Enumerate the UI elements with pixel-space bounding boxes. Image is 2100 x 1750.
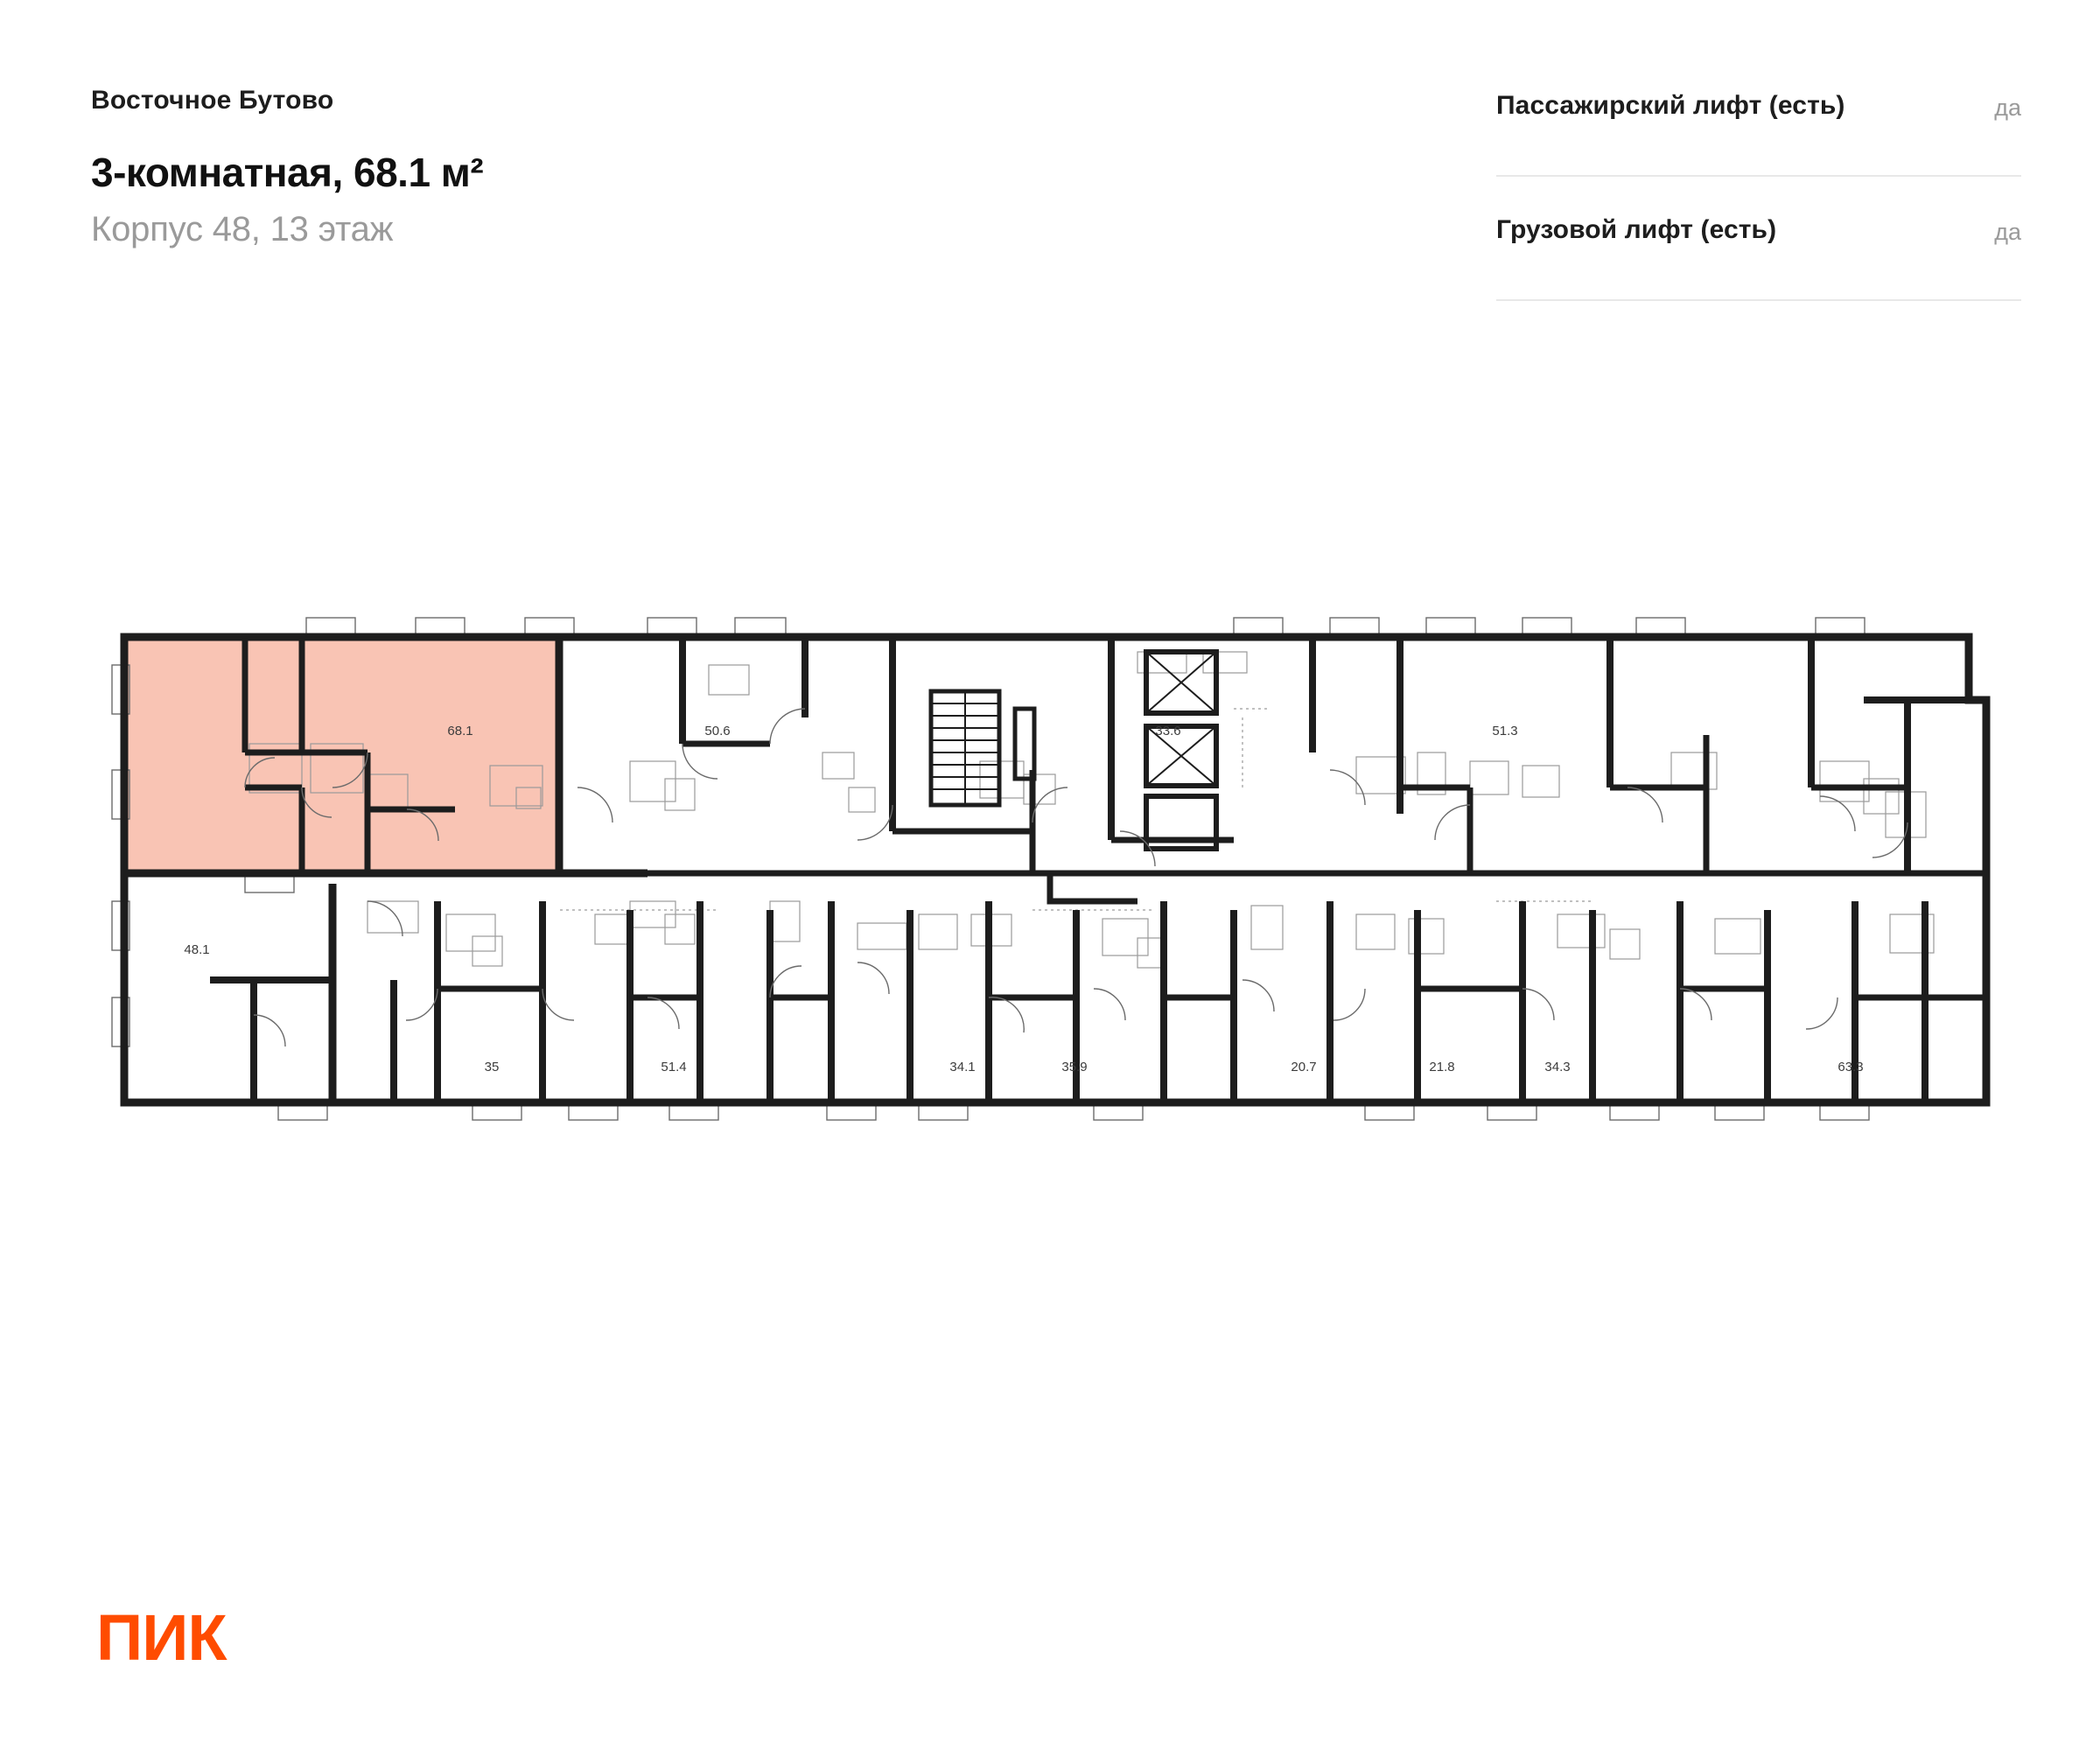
area-label: 34.1 <box>949 1060 976 1074</box>
area-label: 34.3 <box>1544 1060 1571 1074</box>
spec-label: Грузовой лифт (есть) <box>1496 215 1777 244</box>
page-subtitle: Корпус 48, 13 этаж <box>91 210 394 248</box>
spec-row-cargo-lift <box>1496 177 2021 301</box>
spec-value: да <box>1994 94 2021 121</box>
spec-value: да <box>1994 219 2021 245</box>
floor-plan <box>105 612 2012 1269</box>
area-label: 50.6 <box>704 724 731 738</box>
spec-row-passenger-lift <box>1496 52 2021 177</box>
specs-table <box>1496 52 2021 301</box>
project-name: Восточное Бутово <box>91 86 334 115</box>
area-label: 35.9 <box>1061 1060 1088 1074</box>
area-label-highlighted: 68.1 <box>447 724 473 738</box>
area-label: 20.7 <box>1291 1060 1317 1074</box>
area-label: 21.8 <box>1429 1060 1455 1074</box>
area-label: 33.6 <box>1155 724 1181 738</box>
area-label: 48.1 <box>184 942 210 957</box>
floor-plan-svg <box>105 612 2012 1260</box>
pik-logo: ПИК <box>96 1601 227 1674</box>
area-label: 35 <box>484 1060 500 1074</box>
spec-label: Пассажирский лифт (есть) <box>1496 91 1845 120</box>
page-title: 3-комнатная, 68.1 м² <box>91 150 484 195</box>
area-label: 51.3 <box>1492 724 1518 738</box>
area-label: 63.3 <box>1838 1060 1864 1074</box>
area-label: 51.4 <box>661 1060 687 1074</box>
